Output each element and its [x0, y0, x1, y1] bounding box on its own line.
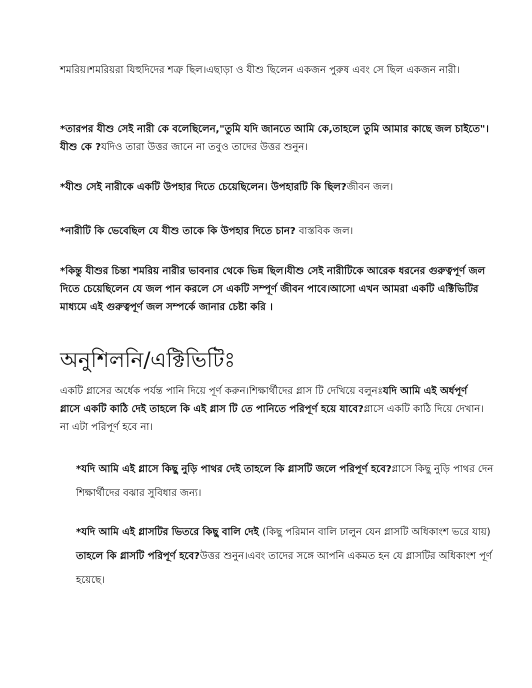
glass-instruction: একটি গ্লাসের অর্ধেক পর্যন্ত পানি দিয়ে পূর্ণ করুন।শিক্ষার্থীদের গ্লাস টি দেখিয়ে বলুনঃ [60, 386, 383, 397]
woman-thought-question: *নারীটি কি ভেবেছিল যে যীশু তাকে কি উপহার দিতে চান? [60, 226, 296, 237]
sand-question-start: *যদি আমি এই গ্লাসটির ভিতরে কিছু বালি দেই [76, 527, 263, 538]
pebbles-instruction: গ্লাসে কিছু নুড়ি পাথর দেন শিক্ষার্থীদের বঝার সুবিধার জন্য। [76, 464, 494, 499]
paragraph-samaritan-intro [60, 62, 490, 80]
paragraph-different-water [60, 263, 490, 317]
paragraph-sand [76, 521, 494, 593]
different-water-text: *কিন্তু যীশুর চিন্তা শমরিয় নারীর ভাবনার থেকে ভিন্ন ছিল।যীশু সেই নারীটিকে আরেক ধরনের গুরুত্বপূর্ণ জল দিতে চেয়েছিলেন যে জল পান করলে সে একটি সম্পূর্ণ জীবন পাবে।আসো এখন আমরা একটি এক্টিভিটির মাধ্যমে এই গুরুত্বপূর্ণ জল সম্পর্কে জানার চেষ্টা করি । [60, 266, 486, 313]
sand-instruction: (কিছু পরিমান বালি ঢালুন যেন গ্লাসটি অধিকাংশ ভরে যায়) [262, 527, 491, 538]
samaritan-intro-text: শমরিয়।শমরিয়রা যিহুদিদের শত্রু ছিল।এছাড়া ও যীশু ছিলেন একজন পুরুষ এবং সে ছিল একজন নারী। [60, 65, 460, 76]
glass-stick-answer: গ্লাসে একটি কাঠি দিয়ে দেখান।না এটা পরিপূর্ণ হবে না। [60, 404, 484, 433]
sand-answer: উত্তর শুনুন।এবং তাদের সঙ্গে আপনি একমত হন যে গ্লাসটির অধিকাংশ পূর্ণ হয়েছে। [76, 551, 492, 586]
paragraph-pebbles [76, 458, 494, 506]
pebbles-question: *যদি আমি এই গ্লাসে কিছু নুড়ি পাথর দেই তাহলে কি গ্লাসটি জলে পরিপূর্ণ হবে? [76, 464, 392, 475]
activity-heading: অনুশিলনি/এক্টিভিটিঃ [60, 348, 236, 372]
glass-stick-question: যদি আমি এই অর্ধপূর্ণ গ্লাসে একটি কাঠি দেই তাহলে কি এই গ্লাস টি তে পানিতে পরিপূর্ণ হয়ে যাবে? [60, 386, 468, 415]
paragraph-glass-stick [60, 383, 490, 437]
sand-question-end: তাহলে কি গ্লাসটি পরিপূর্ণ হবে? [76, 551, 200, 562]
jesus-said-answer: যদিও তারা উত্তর জানে না তবুও তাদের উত্তর শুনুন। [101, 142, 308, 153]
paragraph-woman-thought [60, 223, 490, 241]
gift-question: *যীশু সেই নারীকে একটি উপহার দিতে চেয়েছিলেন। উপহারটি কি ছিল? [60, 182, 347, 193]
paragraph-gift [60, 179, 490, 197]
woman-thought-answer: বাস্তবিক জল। [295, 226, 354, 237]
paragraph-jesus-said [60, 121, 490, 157]
gift-answer: জীবন জল। [346, 182, 394, 193]
jesus-said-question: *তারপর যীশু সেই নারী কে বলেছিলেন,"তুমি যদি জানতে আমি কে,তাহলে তুমি আমার কাছে জল চাইতে"। যীশু কে ? [60, 124, 489, 153]
